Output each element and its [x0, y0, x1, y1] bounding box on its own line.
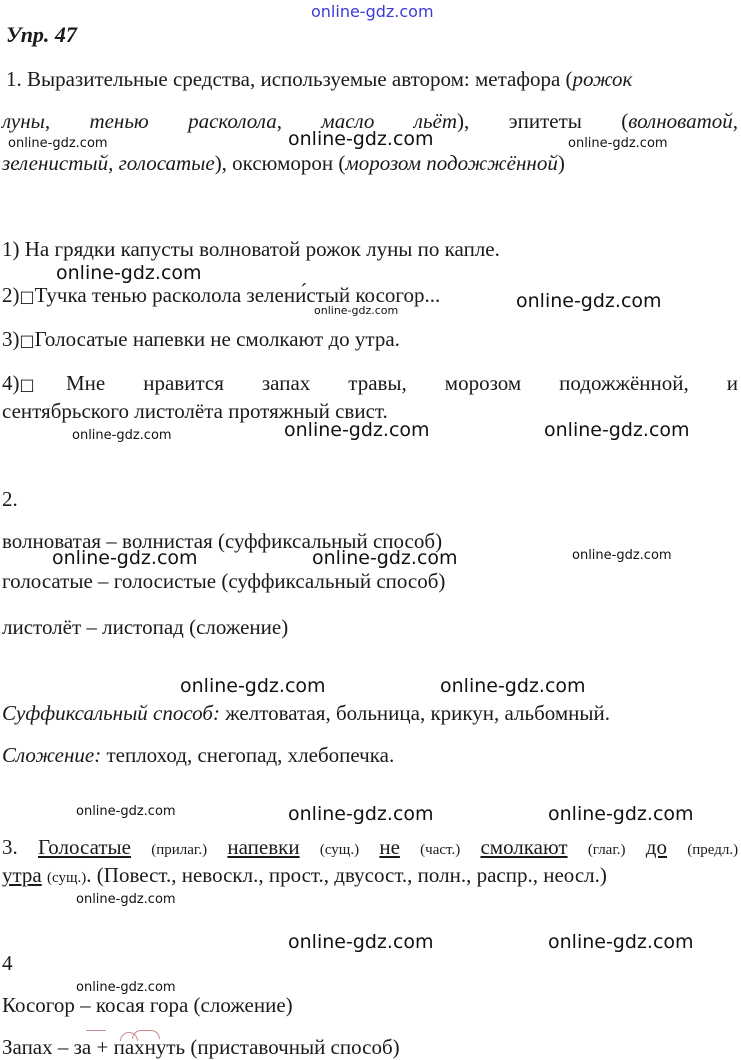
sec4-number: 4	[2, 951, 13, 975]
watermark: online-gdz.com	[76, 804, 176, 819]
list1-item3	[2, 326, 400, 354]
watermark-top: online-gdz.com	[311, 2, 434, 21]
sec3-word3: не	[379, 835, 400, 859]
compound-label: Сложение:	[2, 743, 102, 767]
watermark: online-gdz.com	[314, 304, 399, 317]
list1-item3-text: Голосатые напевки не смолкают до утра.	[34, 327, 400, 351]
sec3-characteristics: . (Повест., невоскл., прост., двусост., полн., распр., неосл.)	[86, 863, 607, 887]
sec3-word1: Голосатые	[38, 835, 131, 859]
sec2-suffix-examples	[2, 700, 610, 726]
p1-line3-a: зеленистый, голосатые	[2, 151, 215, 175]
watermark: online-gdz.com	[76, 980, 176, 995]
p1-line3	[2, 150, 565, 176]
watermark: online-gdz.com	[288, 931, 434, 953]
watermark: online-gdz.com	[56, 262, 202, 284]
exercise-title: Упр. 47	[6, 22, 77, 47]
watermark: online-gdz.com	[8, 136, 108, 151]
checkbox-icon: □	[19, 375, 35, 394]
watermark: online-gdz.com	[180, 675, 326, 697]
list1-item4-text-a: Мне нравится запах травы, морозом подожжённой, и	[66, 371, 738, 395]
watermark: online-gdz.com	[284, 419, 430, 441]
sec3-tag6: (сущ.)	[47, 870, 87, 886]
p1-line3-d: )	[557, 151, 565, 175]
sec3-tag5: (предл.)	[687, 842, 739, 858]
suffix-text: желтоватая, больница, крикун, альбомный.	[219, 701, 611, 725]
watermark: online-gdz.com	[572, 548, 672, 563]
watermark: online-gdz.com	[516, 290, 662, 312]
prefix-mark	[86, 1030, 106, 1031]
sec3-word5: до	[645, 835, 667, 859]
watermark: online-gdz.com	[72, 428, 172, 443]
checkbox-icon: □	[19, 331, 35, 350]
list1-item1: 1) На грядки капусты волноватой рожок луны по капле.	[2, 237, 500, 261]
sec3-word2: напевки	[227, 835, 300, 859]
watermark: online-gdz.com	[568, 136, 668, 151]
list1-item2-text: Тучка тенью расколола зелени́стый косогор...	[34, 283, 441, 307]
watermark: online-gdz.com	[544, 419, 690, 441]
watermark: online-gdz.com	[52, 547, 198, 569]
sec3-line1	[2, 834, 738, 863]
sec3-tag1: (прилаг.)	[151, 842, 208, 858]
p1-line1	[6, 66, 737, 92]
p1-line2-a: луны, тенью расколола, масло льёт	[2, 109, 457, 133]
list1-item3-num: 3)	[2, 327, 20, 351]
sec2-word3: листолёт – листопад (сложение)	[2, 615, 289, 639]
checkbox-icon: □	[19, 287, 35, 306]
sec4-line2: Запах – за + пахнуть (приставочный способ)	[2, 1035, 400, 1059]
watermark: online-gdz.com	[312, 547, 458, 569]
sec2-word1: волноватая – волнистая (суффиксальный способ)	[2, 529, 443, 553]
p1-line2-c: волноватой,	[628, 109, 739, 133]
sec4-line1: Косогор – косая гора (сложение)	[2, 993, 293, 1017]
sec3-line2	[2, 862, 607, 891]
p1-line3-b: ), оксюморон (	[214, 151, 346, 175]
watermark: online-gdz.com	[548, 931, 694, 953]
watermark: online-gdz.com	[288, 128, 434, 150]
watermark: online-gdz.com	[76, 892, 176, 907]
p1-line1-a: 1. Выразительные средства, используемые автором: метафора (	[6, 67, 573, 91]
p1-line2-b: ), эпитеты (	[457, 109, 629, 133]
p1-line1-b: рожок	[572, 67, 633, 91]
suffix-label: Суффиксальный способ:	[2, 701, 220, 725]
list1-item4-num: 4)□	[2, 371, 35, 395]
sec3-tag4: (глаг.)	[587, 842, 626, 858]
sec3-tag3: (част.)	[420, 842, 461, 858]
sec3-word6: утра	[2, 863, 42, 887]
sec3-word4: смолкают	[480, 835, 568, 859]
sec3-tag2: (сущ.)	[319, 842, 360, 858]
sec3-num: 3.	[2, 835, 18, 859]
watermark: online-gdz.com	[288, 803, 434, 825]
sec2-number: 2.	[2, 487, 18, 511]
list1-item4	[2, 370, 738, 398]
compound-text: теплоход, снегопад, хлебопечка.	[101, 743, 395, 767]
list1-item2-num: 2)	[2, 283, 20, 307]
p1-line3-c: морозом подожжённой	[345, 151, 558, 175]
watermark: online-gdz.com	[548, 803, 694, 825]
watermark: online-gdz.com	[440, 675, 586, 697]
sec2-word2: голосатые – голосистые (суффиксальный способ)	[2, 569, 446, 593]
list1-item4-text-b: сентябрьского листолёта протяжный свист.	[2, 399, 388, 423]
sec2-compound-examples	[2, 742, 394, 768]
